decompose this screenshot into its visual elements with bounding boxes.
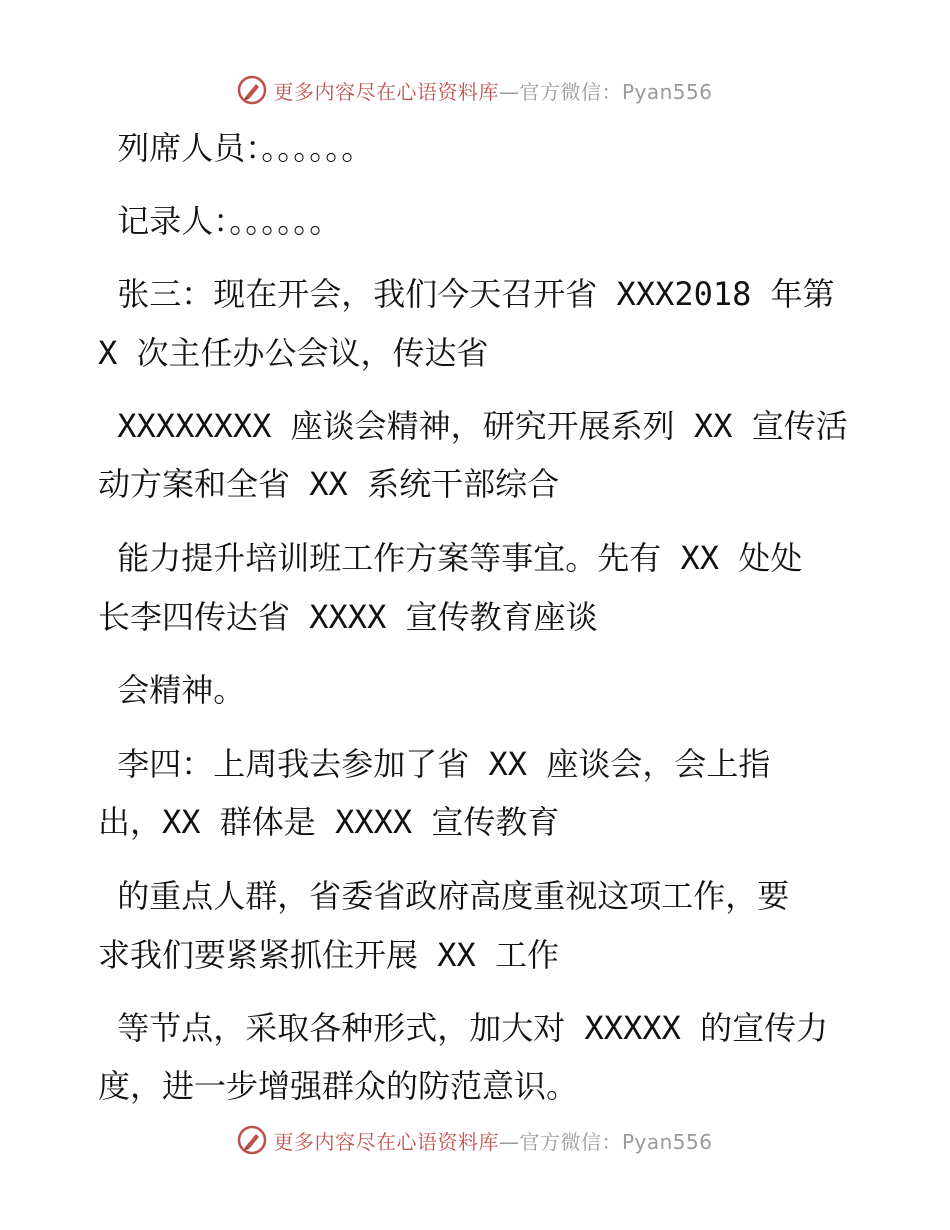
text-line: 记录人：。。。。。。 — [98, 202, 342, 240]
watermark-text — [273, 76, 712, 105]
text-line: 的重点人群，省委省政府高度重视这项工作，要 — [98, 877, 790, 915]
text-line: 能力提升培训班工作方案等事宜。先有 XX 处处 — [98, 539, 803, 577]
text-line: XXXXXXXX 座谈会精神，研究开展系列 XX 宣传活 — [98, 407, 848, 445]
watermark-text — [273, 1126, 712, 1155]
text-line: X 次主任办公会议，传达省 — [98, 334, 489, 372]
text-line: 求我们要紧紧抓住开展 XX 工作 — [98, 936, 560, 974]
text-line: 会精神。 — [98, 671, 246, 709]
text-line: 度，进一步增强群众的防范意识。 — [98, 1067, 579, 1105]
text-line: 列席人员：。。。。。。 — [98, 129, 374, 167]
watermark-gray: —官方微信：Pyan556 — [498, 1129, 713, 1154]
watermark-red: 更多内容尽在心语资料库 — [273, 79, 499, 104]
text-line: 动方案和全省 XX 系统干部综合 — [98, 465, 560, 503]
text-line: 长李四传达省 XXXX 宣传教育座谈 — [98, 598, 598, 636]
text-line: 等节点，采取各种形式，加大对 XXXXX 的宣传力 — [98, 1009, 829, 1047]
header-watermark — [0, 70, 950, 110]
text-line: 张三：现在开会，我们今天召开省 XXX2018 年第 — [98, 275, 835, 313]
pen-logo-icon — [237, 1125, 267, 1155]
text-line: 出，XX 群体是 XXXX 宣传教育 — [98, 803, 560, 841]
watermark-red: 更多内容尽在心语资料库 — [273, 1129, 499, 1154]
pen-logo-icon — [237, 75, 267, 105]
footer-watermark — [0, 1120, 950, 1160]
watermark-gray: —官方微信：Pyan556 — [498, 79, 713, 104]
text-line: 李四：上周我去参加了省 XX 座谈会，会上指 — [98, 745, 771, 783]
